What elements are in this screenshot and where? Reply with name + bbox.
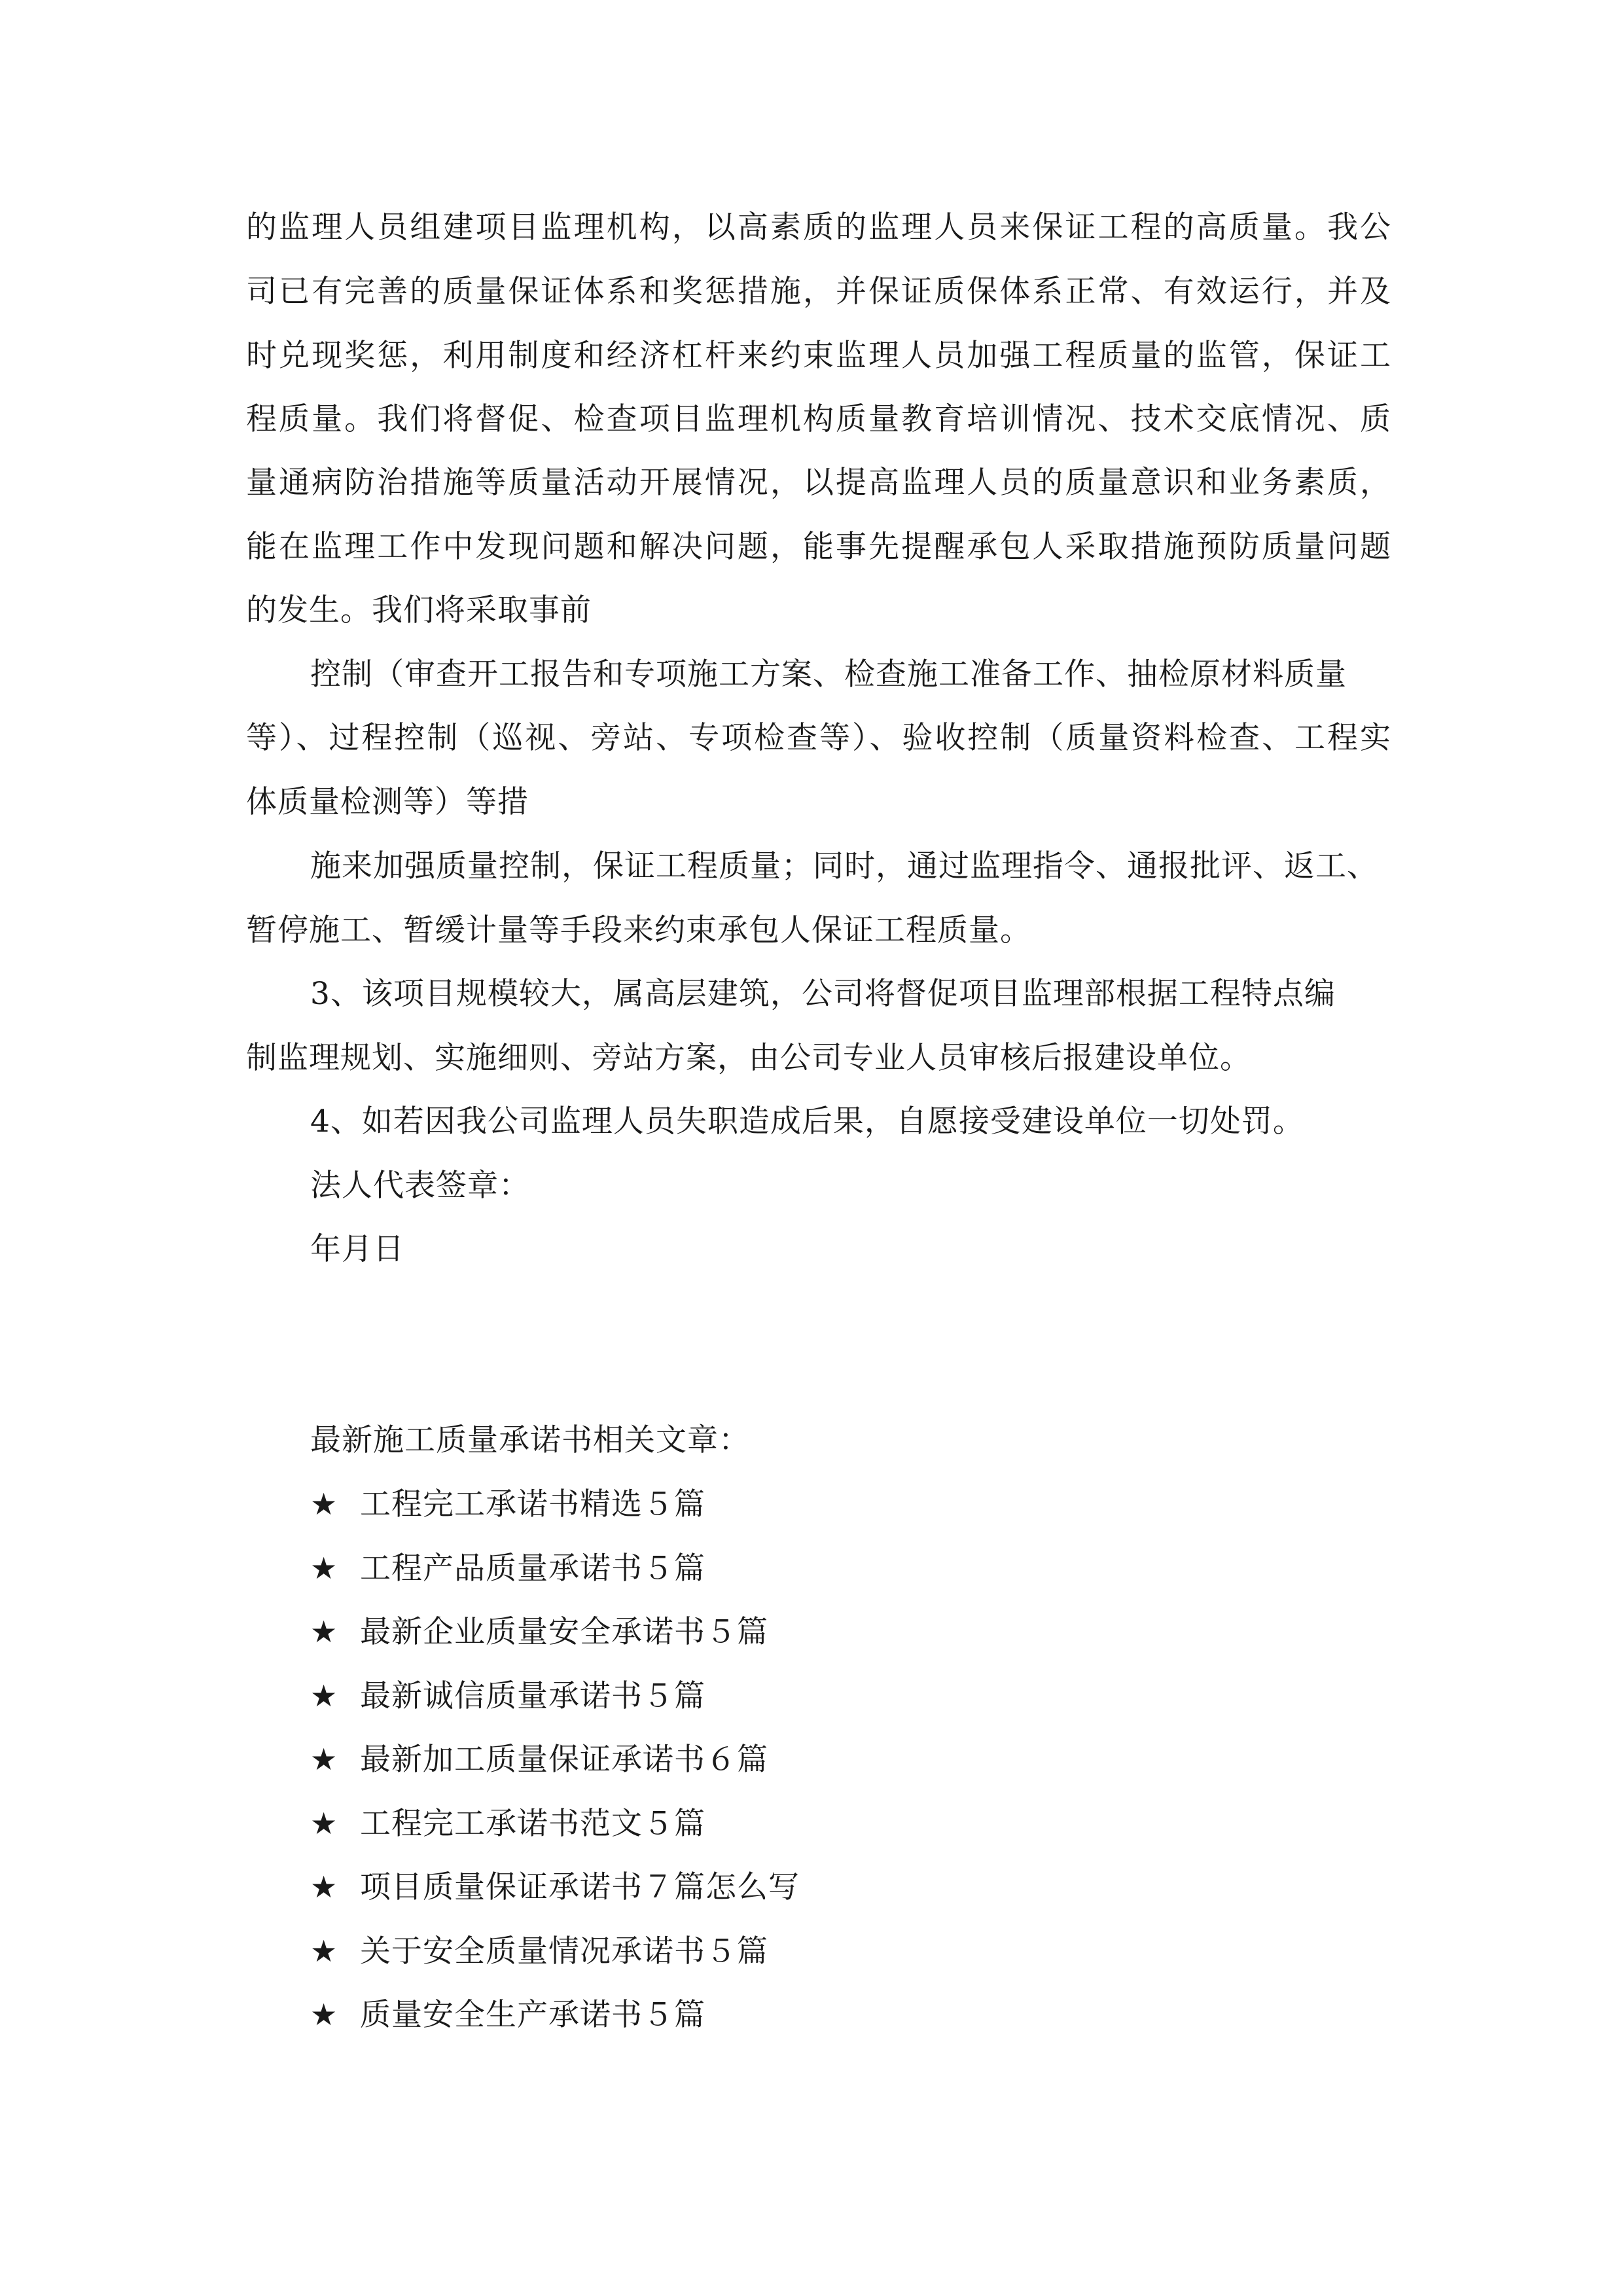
star-icon: ★: [310, 1933, 338, 1969]
related-link-label: 工程产品质量承诺书５篇: [360, 1551, 705, 1587]
related-link-label: 最新企业质量安全承诺书５篇: [360, 1614, 768, 1650]
star-icon: ★: [310, 1678, 338, 1713]
related-link[interactable]: [310, 1612, 768, 1652]
related-link-label: 最新加工质量保证承诺书６篇: [360, 1742, 768, 1778]
related-link[interactable]: [310, 1995, 705, 2035]
related-link[interactable]: [310, 1740, 768, 1780]
body-line: 时兑现奖惩，利用制度和经济杠杆来约束监理人员加强工程质量的监管，保证工: [246, 338, 1391, 374]
related-link-label: 工程完工承诺书范文５篇: [360, 1806, 705, 1842]
body-line: 的监理人员组建项目监理机构，以高素质的监理人员来保证工程的高质量。我公: [246, 209, 1391, 245]
star-icon: ★: [310, 1551, 338, 1586]
star-icon: ★: [310, 1614, 338, 1649]
body-line: 等）、过程控制（巡视、旁站、专项检查等）、验收控制（质量资料检查、工程实: [246, 720, 1391, 756]
star-icon: ★: [310, 1997, 338, 2032]
body-line: 体质量检测等）等措: [246, 784, 529, 820]
related-link[interactable]: [310, 1549, 705, 1588]
body-line: 量通病防治措施等质量活动开展情况，以提高监理人员的质量意识和业务素质，: [246, 465, 1391, 501]
star-icon: ★: [310, 1869, 338, 1905]
body-line: 制监理规划、实施细则、旁站方案，由公司专业人员审核后报建设单位。: [246, 1040, 1251, 1076]
related-heading: 最新施工质量承诺书相关文章：: [310, 1422, 750, 1458]
body-line: 暂停施工、暂缓计量等手段来约束承包人保证工程质量。: [246, 912, 1031, 948]
body-line: 的发生。我们将采取事前: [246, 592, 592, 628]
body-line: 司已有完善的质量保证体系和奖惩措施，并保证质保体系正常、有效运行，并及: [246, 274, 1391, 310]
star-icon: ★: [310, 1486, 338, 1522]
star-icon: ★: [310, 1806, 338, 1841]
body-line: 3、该项目规模较大，属高层建筑，公司将督促项目监理部根据工程特点编: [310, 976, 1336, 1012]
body-line: 程质量。我们将督促、检查项目监理机构质量教育培训情况、技术交底情况、质: [246, 401, 1391, 437]
related-link-label: 关于安全质量情况承诺书５篇: [360, 1933, 768, 1969]
body-line: 施来加强质量控制，保证工程质量；同时，通过监理指令、通报批评、返工、: [310, 848, 1378, 884]
related-link[interactable]: [310, 1931, 768, 1971]
related-link-label: 项目质量保证承诺书７篇怎么写: [360, 1869, 800, 1905]
related-link[interactable]: [310, 1676, 705, 1716]
related-link-label: 工程完工承诺书精选５篇: [360, 1486, 705, 1522]
related-link[interactable]: [310, 1867, 800, 1907]
related-link[interactable]: [310, 1804, 705, 1844]
signature-label: 法人代表签章：: [310, 1168, 530, 1204]
related-link[interactable]: [310, 1484, 705, 1524]
related-link-label: 质量安全生产承诺书５篇: [360, 1997, 705, 2033]
star-icon: ★: [310, 1742, 338, 1777]
related-link-label: 最新诚信质量承诺书５篇: [360, 1678, 705, 1714]
date-label: 年月日: [310, 1231, 404, 1267]
body-line: 4、如若因我公司监理人员失职造成后果，自愿接受建设单位一切处罚。: [310, 1103, 1304, 1139]
body-line: 控制（审查开工报告和专项施工方案、检查施工准备工作、抽检原材料质量: [310, 656, 1347, 692]
body-line: 能在监理工作中发现问题和解决问题，能事先提醒承包人采取措施预防质量问题: [246, 529, 1391, 565]
